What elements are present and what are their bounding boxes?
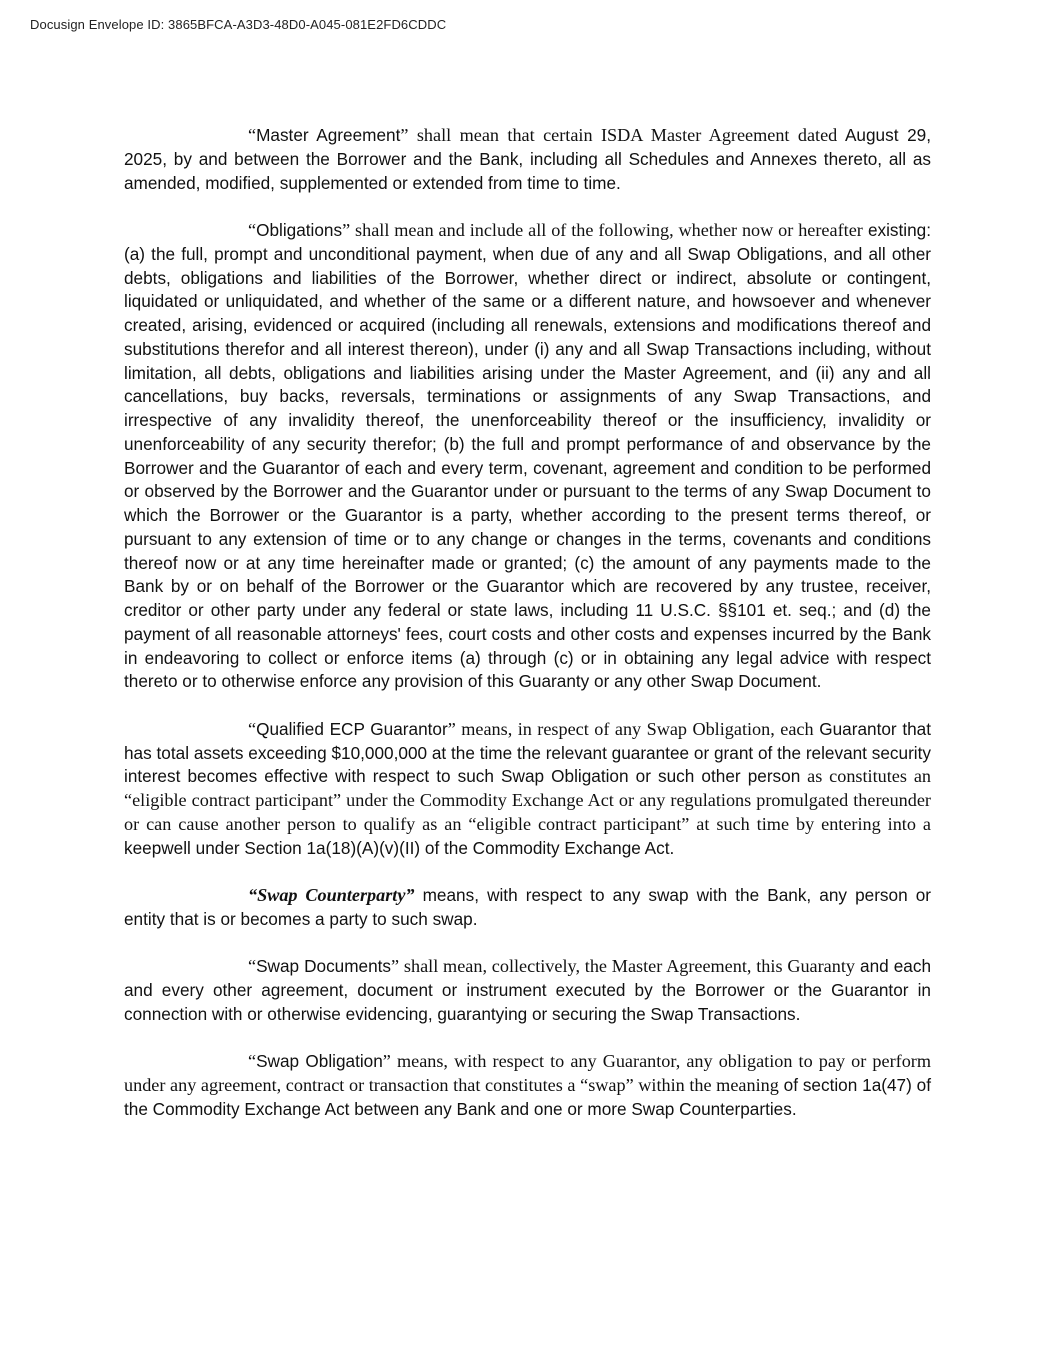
open-quote: “ [248,1051,257,1072]
docusign-envelope-id: Docusign Envelope ID: 3865BFCA-A3D3-48D0-A045-081E2FD6CDDC [30,17,447,32]
definition-swap-documents [124,955,931,1026]
open-quote: “ [248,718,257,739]
defined-term: Obligations [256,220,343,240]
definition-text: and each and every other agreement, document or instrument executed by the Borrower or the Guarantor in connection with or otherwise evidencing, guarantying or securing the Swap Transactions. [124,956,932,1024]
close-quote: ” [382,1051,391,1072]
definition-serif-text: means, in respect of any Swap Obligation, each [455,718,814,739]
definition-serif-text-b: as constitutes an “eligible contract participant” under the Commodity Exchange Act or any regulations promulgated thereunder or can cause another person to qualify as an “eligible contract participant” at such time by entering into a [124,766,931,834]
defined-term: Swap Documents [256,956,392,977]
open-quote: “ [248,220,257,240]
open-quote: “ [248,956,257,977]
close-quote: ” [342,220,351,240]
definition-text: existing: (a) the full, prompt and unconditional payment, when due of any and all Swap Obligations, and all other debts, obligations and liabilities of the Borrower, whether direct or indirect, absolute or contingent, liquidated or unliquidated, and whether of the same or a different nature, and howsoever and whenever created, arising, evidenced or acquired (including all renewals, extensions and modifications thereof and substitutions therefor and all interest thereon), under (i) any and all Swap Transactions including, without limitation, all debts, obligations and liabilities arising under the Master Agreement, and (ii) any and all cancellations, buy backs, reversals, terminations or assignments of any Swap Transactions, and irrespective of any invalidity thereof, the unenforceability thereof or the insufficiency, invalidity or unenforceability of any security therefor; (b) the full and prompt performance of and observance by the Borrower and the Guarantor of each and every term, covenant, agreement and condition to be performed or observed by the Borrower and the Guarantor under or pursuant to the terms of any Swap Document to which the Borrower or the Guarantor is a party, whether according to the present terms thereof, or pursuant to any extension of time or to any change or changes in the terms, covenants and conditions thereof now or at any time hereinafter made or granted; (c) the amount of any payments made to the Bank by or on behalf of the Borrower or the Guarantor which are recovered by any trustee, receiver, creditor or other party under any federal or state laws, including 11 U.S.C. §§101 et. seq.; and (d) the payment of all reasonable attorneys' fees, court costs and other costs and expenses incurred by the Bank in endeavoring to collect or enforce items (a) through (c) or in obtaining any legal advice with respect thereto or to otherwise enforce any provision of this Guaranty or any other Swap Document. [124,220,931,692]
definition-text-a: Guarantor that has total assets exceeding $10,000,000 at the time the relevant guarantee or grant of the relevant security interest becomes effective with respect to such Swap Obligation or such other person [124,718,931,787]
definition-serif-text: shall mean, collectively, the Master Agreement, this Guaranty [399,956,855,977]
close-quote: ” [447,718,456,739]
definition-text-c: keepwell under Section 1a(18)(A)(v)(II) of the Commodity Exchange Act. [124,837,675,858]
definition-swap-obligation [124,1050,931,1121]
defined-term: Swap Obligation [256,1051,383,1072]
definition-obligations [124,219,931,694]
document-body [124,124,931,1145]
defined-term: “Swap Counterparty” [248,885,415,905]
close-quote: ” [391,956,400,977]
defined-term: Qualified ECP Guarantor [256,718,448,739]
close-quote: ” [400,125,409,145]
definition-master-agreement [124,124,931,195]
definition-text: of section 1a(47) of the Commodity Exchange Act between any Bank and one or more Swap Counterparties. [124,1075,931,1119]
definition-qualified-ecp-guarantor [124,718,931,861]
definition-swap-counterparty [124,884,931,932]
definition-serif-text: shall mean that certain ISDA Master Agreement dated [408,125,838,145]
definition-text: August 29, 2025, by and between the Borrower and the Bank, including all Schedules and Annexes thereto, all as amended, modified, supplemented or extended from time to time. [124,125,931,193]
definition-text: means, with respect to any swap with the Bank, any person or entity that is or becomes a party to such swap. [124,885,931,929]
open-quote: “ [248,125,257,145]
defined-term: Master Agreement [256,125,401,145]
definition-serif-text: means, with respect to any Guarantor, any obligation to pay or perform under any agreement, contract or transaction that constitutes a “swap” within the meaning [124,1051,931,1095]
definition-serif-text: shall mean and include all of the following, whether now or hereafter [350,220,863,240]
